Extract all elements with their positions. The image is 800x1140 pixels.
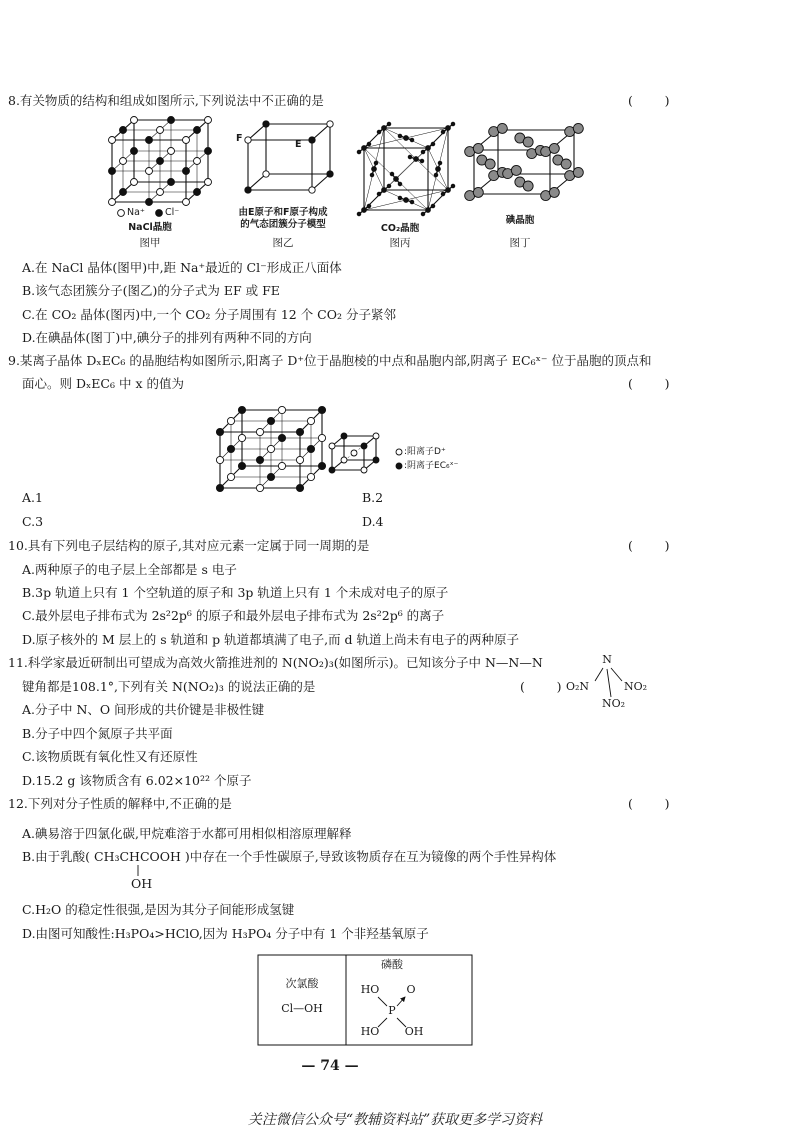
na-ion — [120, 158, 127, 165]
figure-caption-ding: 图丁 — [509, 237, 531, 249]
cl-ion — [194, 127, 201, 134]
na-ion — [157, 127, 164, 134]
cation — [307, 417, 314, 424]
e-atom — [245, 187, 251, 193]
oxygen-atom — [410, 138, 414, 142]
co2-cell-name: CO₂晶胞 — [380, 223, 420, 234]
q10-option-d: D.原子核外的 M 层上的 s 轨道和 p 轨道都填满了电子,而 d 轨道上尚未有电子的两种原子 — [22, 632, 520, 647]
oxygen-atom — [438, 161, 442, 165]
iodine-atom — [549, 143, 559, 153]
cl-legend-marker — [156, 210, 163, 217]
anion — [296, 428, 303, 435]
carbon-atom — [426, 208, 431, 213]
oxygen-atom — [421, 150, 425, 154]
na-ion — [205, 117, 212, 124]
oxygen-atom — [431, 204, 435, 208]
iodine-atom — [573, 123, 583, 133]
oxygen-atom — [357, 212, 361, 216]
cl-legend-label: Cl⁻ — [165, 207, 180, 218]
q11-option-a: A.分子中 N、O 间形成的共价键是非极性键 — [22, 702, 265, 717]
q10-stem: 10.具有下列电子层结构的原子,其对应元素一定属于同一周期的是 — [8, 538, 370, 553]
oxygen-atom — [387, 184, 391, 188]
iodine-atom — [511, 165, 521, 175]
na-ion — [131, 117, 138, 124]
anion — [329, 467, 335, 473]
cluster-name-line2: 的气态团簇分子模型 — [240, 219, 326, 230]
q9-answer-bracket: ( ) — [628, 376, 670, 391]
q8-option-b: B.该气态团簇分子(图乙)的分子式为 EF 或 FE — [22, 283, 280, 298]
phosphoric-ho-bottom: HO — [360, 1025, 380, 1038]
cluster-name-line1: 由E原子和F原子构成 — [238, 207, 328, 218]
iodine-atom — [473, 187, 483, 197]
cation — [278, 406, 285, 413]
cation-legend-label: :阳离子D⁺ — [404, 447, 446, 457]
carbon-atom — [372, 167, 377, 172]
anion — [267, 417, 274, 424]
page-number: — 74 — — [301, 1058, 359, 1074]
cation — [227, 473, 234, 480]
q10-answer-bracket: ( ) — [628, 538, 670, 553]
cation-legend-marker — [396, 449, 402, 455]
iodine-atom — [523, 181, 533, 191]
iodine-atom — [523, 137, 533, 147]
cation — [351, 450, 357, 456]
cl-ion — [131, 148, 138, 155]
carbon-atom — [426, 146, 431, 151]
iodine-atom — [549, 187, 559, 197]
nacl-cell-name: NaCl晶胞 — [128, 222, 172, 233]
oxygen-atom — [357, 150, 361, 154]
anion — [296, 484, 303, 491]
q8-option-d: D.在碘晶体(图丁)中,碘分子的排列有两种不同的方向 — [22, 330, 312, 345]
q12-answer-bracket: ( ) — [628, 796, 670, 811]
atom-label-e: E — [295, 139, 302, 150]
carbon-atom — [382, 126, 387, 131]
anion — [216, 484, 223, 491]
cl-ion — [205, 148, 212, 155]
anion — [318, 406, 325, 413]
iodine-atom — [561, 159, 571, 169]
q12-option-b: B.由于乳酸( CH₃CHCOOH )中存在一个手性碳原子,导致该物质存在互为镜像的两个手性异构体 — [22, 849, 557, 864]
lactic-acid-oh-group: OH — [131, 876, 153, 891]
q8-option-c: C.在 CO₂ 晶体(图丙)中,一个 CO₂ 分子周围有 12 个 CO₂ 分子紧邻 — [22, 307, 396, 322]
oxygen-atom — [421, 212, 425, 216]
ionic-crystal-cell-figure — [216, 406, 325, 491]
oxygen-atom — [431, 142, 435, 146]
cl-ion — [168, 179, 175, 186]
oxygen-atom — [367, 204, 371, 208]
carbon-atom — [436, 167, 441, 172]
q12-option-c: C.H₂O 的稳定性很强,是因为其分子间能形成氢键 — [22, 902, 295, 917]
iodine-atom — [497, 123, 507, 133]
q8-stem: 8.有关物质的结构和组成如图所示,下列说法中不正确的是 — [8, 93, 324, 108]
iodine-cell-name: 碘晶胞 — [505, 215, 535, 226]
q11-answer-bracket: ( ) — [520, 679, 562, 694]
q9-option-b: B.2 — [362, 490, 384, 505]
carbon-atom — [404, 136, 409, 141]
oxygen-atom — [441, 130, 445, 134]
iodine-atom — [485, 159, 495, 169]
structure-right-no2: NO₂ — [624, 680, 648, 693]
cl-ion — [146, 199, 153, 206]
carbon-atom — [394, 177, 399, 182]
na-ion — [131, 179, 138, 186]
phosphoric-acid-name: 磷酸 — [381, 958, 403, 971]
anion — [256, 456, 263, 463]
cl-ion — [194, 189, 201, 196]
n-no2-3-structure-bonds — [595, 668, 622, 697]
co2-unit-cell-figure — [357, 122, 455, 216]
na-ion — [183, 199, 190, 206]
cation — [256, 428, 263, 435]
q12-stem: 12.下列对分子性质的解释中,不正确的是 — [8, 796, 232, 811]
figure-caption-yi: 图乙 — [272, 237, 294, 249]
q11-option-b: B.分子中四个氮原子共平面 — [22, 726, 173, 741]
na-ion — [157, 189, 164, 196]
anion — [307, 445, 314, 452]
carbon-atom — [362, 208, 367, 213]
f-atom — [245, 137, 251, 143]
anion — [216, 428, 223, 435]
q9-stem-line2: 面心。则 DₓEC₆ 中 x 的值为 — [22, 376, 184, 391]
cation — [318, 434, 325, 441]
carbon-atom — [362, 146, 367, 151]
structure-central-n: N — [602, 653, 612, 666]
e-atom — [263, 121, 269, 127]
na-ion — [168, 148, 175, 155]
cl-ion — [109, 168, 116, 175]
na-ion — [205, 179, 212, 186]
p-ho-bond — [378, 1018, 387, 1027]
na-ion — [109, 199, 116, 206]
structure-bottom-no2: NO₂ — [602, 697, 626, 710]
phosphoric-o: O — [406, 983, 416, 996]
ionic-crystal-subcell-figure — [329, 433, 379, 473]
anion — [373, 457, 379, 463]
oxygen-atom — [451, 122, 455, 126]
carbon-atom — [404, 198, 409, 203]
anion — [361, 443, 367, 449]
anion — [238, 462, 245, 469]
iodine-atom — [573, 167, 583, 177]
q10-option-a: A.两种原子的电子层上全部都是 s 电子 — [22, 562, 237, 577]
f-atom — [327, 121, 333, 127]
anion — [227, 445, 234, 452]
q9-option-d: D.4 — [362, 514, 384, 529]
f-atom — [309, 187, 315, 193]
cl-ion — [120, 189, 127, 196]
nacl-unit-cell-figure — [109, 117, 212, 206]
cation — [373, 433, 379, 439]
cation — [267, 445, 274, 452]
na-ion — [183, 137, 190, 144]
oxygen-atom — [398, 196, 402, 200]
e-atom — [327, 171, 333, 177]
oxygen-atom — [451, 184, 455, 188]
na-legend-label: Na⁺ — [127, 207, 145, 218]
oxygen-atom — [387, 122, 391, 126]
phosphoric-ho-top: HO — [360, 983, 380, 996]
q8-answer-bracket: ( ) — [628, 93, 670, 108]
carbon-atom — [414, 157, 419, 162]
oxygen-atom — [398, 182, 402, 186]
oxygen-atom — [374, 161, 378, 165]
cation — [296, 456, 303, 463]
q8-option-a: A.在 NaCl 晶体(图甲)中,距 Na⁺最近的 Cl⁻形成正八面体 — [22, 260, 342, 275]
oxygen-atom — [410, 200, 414, 204]
oxygen-atom — [420, 159, 424, 163]
cation — [238, 434, 245, 441]
cation — [341, 457, 347, 463]
anion — [318, 462, 325, 469]
q9-option-a: A.1 — [22, 490, 43, 505]
oxygen-atom — [398, 134, 402, 138]
oxygen-atom — [377, 130, 381, 134]
hypochlorous-acid-formula: Cl—OH — [281, 1002, 323, 1015]
anion-legend-marker — [396, 463, 402, 469]
e-atom — [309, 137, 315, 143]
oxygen-atom — [377, 192, 381, 196]
phosphoric-p: P — [388, 1004, 396, 1017]
oxygen-atom — [367, 142, 371, 146]
anion — [341, 433, 347, 439]
cation — [329, 443, 335, 449]
cation — [216, 456, 223, 463]
footer-note: 关注微信公众号“教辅资料站”获取更多学习资料 — [247, 1112, 543, 1128]
oxygen-atom — [441, 192, 445, 196]
na-ion — [194, 158, 201, 165]
oxygen-atom — [434, 173, 438, 177]
na-ion — [109, 137, 116, 144]
q11-option-c: C.该物质既有氧化性又有还原性 — [22, 749, 198, 764]
q12-option-a: A.碘易溶于四氯化碳,甲烷难溶于水都可用相似相溶原理解释 — [22, 826, 352, 841]
carbon-atom — [382, 188, 387, 193]
hypochlorous-acid-name: 次氯酸 — [285, 977, 319, 990]
q10-option-b: B.3p 轨道上只有 1 个空轨道的原子和 3p 轨道上只有 1 个未成对电子的原子 — [22, 585, 449, 600]
q11-stem-line2: 键角都是108.1°,下列有关 N(NO₂)₃ 的说法正确的是 — [22, 679, 316, 694]
na-ion — [146, 168, 153, 175]
oxygen-atom — [408, 155, 412, 159]
figure-caption-jia: 图甲 — [139, 237, 161, 249]
carbon-atom — [446, 188, 451, 193]
na-legend-marker — [118, 210, 125, 217]
cl-ion — [120, 127, 127, 134]
anion — [267, 473, 274, 480]
q9-option-c: C.3 — [22, 514, 44, 529]
cl-ion — [157, 158, 164, 165]
cl-ion — [168, 117, 175, 124]
p-ho-bond — [378, 997, 387, 1006]
cation — [307, 473, 314, 480]
atom-label-f: F — [236, 133, 243, 144]
iodine-unit-cell-figure — [465, 123, 584, 200]
oxygen-atom — [390, 172, 394, 176]
q10-option-c: C.最外层电子排布式为 2s²2p⁶ 的原子和最外层电子排布式为 2s²2p⁶ 的离子 — [22, 608, 445, 623]
cation — [278, 462, 285, 469]
carbon-atom — [446, 126, 451, 131]
phosphoric-oh-bottom: OH — [404, 1025, 424, 1038]
q11-stem-line1: 11.科学家最近研制出可望成为高效火箭推进剂的 N(NO₂)₃(如图所示)。已知该分子中 N—N—N — [8, 655, 543, 670]
anion — [278, 434, 285, 441]
cluster-molecule-figure — [245, 121, 333, 193]
iodine-atom — [473, 143, 483, 153]
cation — [361, 467, 367, 473]
p-o-coordinate-bond — [397, 997, 405, 1006]
figure-caption-bing: 图丙 — [389, 237, 411, 249]
oxygen-atom — [370, 173, 374, 177]
q9-stem-line1: 9.某离子晶体 DₓEC₆ 的晶胞结构如图所示,阳离子 D⁺位于晶胞棱的中点和晶胞内部,阴离子 EC₆ˣ⁻ 位于晶胞的顶点和 — [8, 353, 652, 368]
q11-option-d: D.15.2 g 该物质含有 6.02×10²² 个原子 — [22, 773, 252, 788]
cl-ion — [183, 168, 190, 175]
structure-left-no2: O₂N — [566, 680, 590, 693]
q12-option-d: D.由图可知酸性:H₃PO₄>HClO,因为 H₃PO₄ 分子中有 1 个非羟基氧原子 — [22, 926, 429, 941]
cation — [227, 417, 234, 424]
anion — [238, 406, 245, 413]
f-atom — [263, 171, 269, 177]
cation — [256, 484, 263, 491]
anion-legend-label: :阴离子EC₆ˣ⁻ — [404, 461, 459, 471]
cl-ion — [146, 137, 153, 144]
